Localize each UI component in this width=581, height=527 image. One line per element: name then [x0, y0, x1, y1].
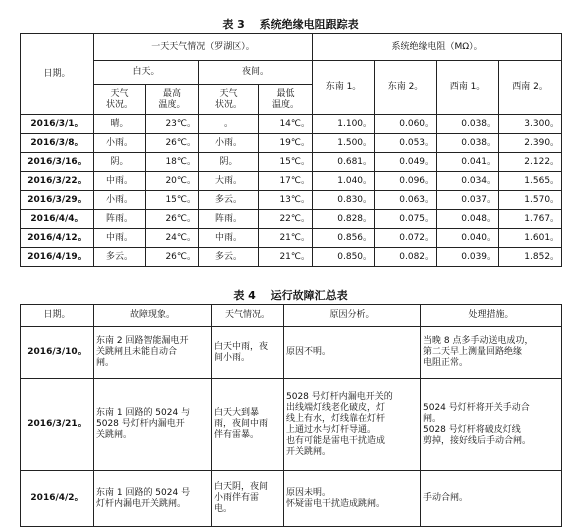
table-row: [21, 210, 562, 229]
t4-cell-date: 2016/3/21。: [21, 379, 94, 471]
t3-cell-e2: 0.060。: [375, 115, 437, 134]
t3-cell-nw: 中雨。: [199, 229, 259, 248]
t3-cell-date: 2016/3/16。: [21, 153, 94, 172]
fault-summary-table: [20, 304, 562, 527]
t3-cell-dw: 阴。: [94, 153, 146, 172]
t4-cell-cause: 原因不明。: [284, 327, 421, 379]
t3-cell-dw: 中雨。: [94, 172, 146, 191]
t3-cell-e1: 0.681。: [313, 153, 375, 172]
header-night: 夜间。: [199, 61, 313, 85]
t3-cell-date: 2016/4/4。: [21, 210, 94, 229]
t3-cell-nt: 21℃。: [259, 248, 313, 267]
t3-cell-w1: 0.038。: [437, 115, 499, 134]
t3-cell-nw: 。: [199, 115, 259, 134]
t3-cell-dt: 26℃。: [146, 210, 199, 229]
insulation-resistance-table: [20, 33, 562, 267]
t3-cell-e1: 1.500。: [313, 134, 375, 153]
t3-cell-nt: 15℃。: [259, 153, 313, 172]
t3-cell-dw: 小雨。: [94, 134, 146, 153]
t3-cell-nw: 多云。: [199, 191, 259, 210]
t3-cell-dt: 18℃。: [146, 153, 199, 172]
t3-cell-w2: 1.601。: [499, 229, 562, 248]
table3-title: 表 3 系统绝缘电阻跟踪表: [222, 18, 359, 31]
t3-cell-dt: 26℃。: [146, 248, 199, 267]
t4-cell-weather: 白天大到暴 雨，夜间中雨 伴有雷暴。: [212, 379, 284, 471]
t3-cell-w2: 1.767。: [499, 210, 562, 229]
t3-cell-w2: 2.390。: [499, 134, 562, 153]
header-west1: 西南 1。: [437, 61, 499, 115]
t4-header-measure: 处理措施。: [421, 305, 562, 327]
t4-cell-phenomenon: 东南 2 回路智能漏电开 关跳闸且未能自动合 闸。: [94, 327, 212, 379]
table-row: [21, 191, 562, 210]
header-day-temp: 最高 温度。: [146, 85, 199, 115]
t3-cell-nw: 多云。: [199, 248, 259, 267]
t3-cell-e1: 0.856。: [313, 229, 375, 248]
t3-cell-dw: 晴。: [94, 115, 146, 134]
t3-cell-nt: 21℃。: [259, 229, 313, 248]
header-day-weather: 天气 状况。: [94, 85, 146, 115]
t3-cell-dt: 15℃。: [146, 191, 199, 210]
t3-cell-nw: 阵雨。: [199, 210, 259, 229]
t3-cell-dw: 小雨。: [94, 191, 146, 210]
header-night-weather: 天气 状况。: [199, 85, 259, 115]
t3-cell-date: 2016/4/19。: [21, 248, 94, 267]
table-row: [21, 471, 562, 527]
t4-cell-measure: 当晚 8 点多手动送电成功， 第二天早上测量回路绝缘 电阻正常。: [421, 327, 562, 379]
t4-cell-measure: 5024 号灯杆将开关手动合 闸。 5028 号灯杆将破皮灯线 剪掉，接好线后手动合闸。: [421, 379, 562, 471]
table-row: [21, 248, 562, 267]
table-row: [21, 229, 562, 248]
t3-cell-nt: 19℃。: [259, 134, 313, 153]
t3-cell-date: 2016/3/1。: [21, 115, 94, 134]
t3-cell-nt: 13℃。: [259, 191, 313, 210]
table-row: [21, 327, 562, 379]
table-row: [21, 172, 562, 191]
t3-cell-nt: 17℃。: [259, 172, 313, 191]
t3-cell-e2: 0.053。: [375, 134, 437, 153]
t4-cell-weather: 白天阴，夜间 小雨伴有雷 电。: [212, 471, 284, 527]
t3-cell-w2: 1.570。: [499, 191, 562, 210]
t4-cell-phenomenon: 东南 1 回路的 5024 与 5028 号灯杆内漏电开 关跳闸。: [94, 379, 212, 471]
t3-cell-w1: 0.038。: [437, 134, 499, 153]
t3-cell-nt: 22℃。: [259, 210, 313, 229]
table-row: [21, 153, 562, 172]
t3-cell-nw: 阴。: [199, 153, 259, 172]
t3-cell-e2: 0.049。: [375, 153, 437, 172]
table-row: [21, 379, 562, 471]
t3-cell-w1: 0.048。: [437, 210, 499, 229]
header-weather-group: 一天天气情况（罗湖区）。: [94, 34, 313, 61]
t3-cell-w2: 2.122。: [499, 153, 562, 172]
t3-cell-dw: 多云。: [94, 248, 146, 267]
t3-cell-dt: 23℃。: [146, 115, 199, 134]
header-east1: 东南 1。: [313, 61, 375, 115]
t3-cell-dt: 20℃。: [146, 172, 199, 191]
t4-header-weather: 天气情况。: [212, 305, 284, 327]
t3-cell-dt: 26℃。: [146, 134, 199, 153]
table-row: [21, 115, 562, 134]
t3-cell-w2: 3.300。: [499, 115, 562, 134]
table-row: [21, 134, 562, 153]
table4-title: 表 4 运行故障汇总表: [233, 289, 348, 302]
t4-cell-date: 2016/3/10。: [21, 327, 94, 379]
t3-cell-dt: 24℃。: [146, 229, 199, 248]
t3-cell-e1: 1.100。: [313, 115, 375, 134]
t3-cell-w2: 1.565。: [499, 172, 562, 191]
t3-cell-e2: 0.075。: [375, 210, 437, 229]
t3-cell-date: 2016/3/22。: [21, 172, 94, 191]
header-date: 日期。: [21, 34, 94, 115]
t3-cell-dw: 中雨。: [94, 229, 146, 248]
t3-cell-w1: 0.041。: [437, 153, 499, 172]
t3-cell-e2: 0.082。: [375, 248, 437, 267]
header-west2: 西南 2。: [499, 61, 562, 115]
t4-cell-cause: 原因未明。 怀疑雷电干扰造成跳闸。: [284, 471, 421, 527]
t3-cell-nw: 小雨。: [199, 134, 259, 153]
t3-cell-w1: 0.039。: [437, 248, 499, 267]
t3-cell-w1: 0.034。: [437, 172, 499, 191]
t3-cell-e1: 0.828。: [313, 210, 375, 229]
t3-cell-w2: 1.852。: [499, 248, 562, 267]
t4-cell-date: 2016/4/2。: [21, 471, 94, 527]
t4-header-phenomenon: 故障现象。: [94, 305, 212, 327]
t3-cell-dw: 阵雨。: [94, 210, 146, 229]
t3-cell-e1: 0.850。: [313, 248, 375, 267]
t4-cell-cause: 5028 号灯杆内漏电开关的 出线端灯线老化破皮，灯 线上有水，灯线靠在灯杆 上通过水与灯杆导通。 也有可能是雷电干扰造成 开关跳闸。: [284, 379, 421, 471]
t3-cell-w1: 0.040。: [437, 229, 499, 248]
t3-cell-date: 2016/4/12。: [21, 229, 94, 248]
t3-cell-e2: 0.063。: [375, 191, 437, 210]
header-east2: 东南 2。: [375, 61, 437, 115]
header-night-temp: 最低 温度。: [259, 85, 313, 115]
t4-cell-measure: 手动合闸。: [421, 471, 562, 527]
t3-cell-nw: 大雨。: [199, 172, 259, 191]
header-insulation-group: 系统绝缘电阻（MΩ）。: [313, 34, 562, 61]
t3-cell-w1: 0.037。: [437, 191, 499, 210]
t4-header-cause: 原因分析。: [284, 305, 421, 327]
t3-cell-e1: 1.040。: [313, 172, 375, 191]
t3-cell-e2: 0.096。: [375, 172, 437, 191]
t3-cell-nt: 14℃。: [259, 115, 313, 134]
t3-cell-e2: 0.072。: [375, 229, 437, 248]
header-day: 白天。: [94, 61, 199, 85]
t3-cell-date: 2016/3/29。: [21, 191, 94, 210]
t4-cell-phenomenon: 东南 1 回路的 5024 号 灯杆内漏电开关跳闸。: [94, 471, 212, 527]
t3-cell-date: 2016/3/8。: [21, 134, 94, 153]
t4-cell-weather: 白天中雨，夜 间小雨。: [212, 327, 284, 379]
t3-cell-e1: 0.830。: [313, 191, 375, 210]
t4-header-date: 日期。: [21, 305, 94, 327]
